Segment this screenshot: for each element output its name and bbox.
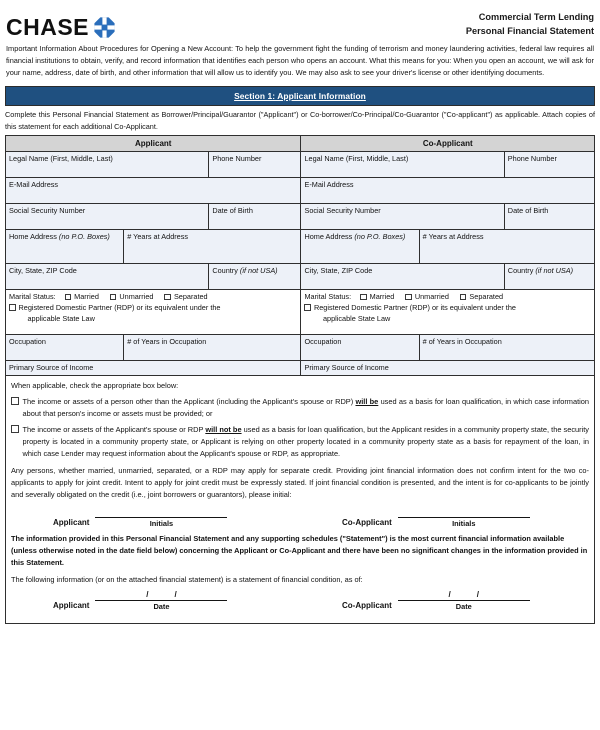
applicant-country-field[interactable]: Country (if not USA) [209, 264, 301, 290]
coapplicant-dob-field[interactable]: Date of Birth [504, 204, 594, 230]
coapplicant-occupation-field[interactable]: Occupation [301, 335, 419, 361]
applicant-date-slashes: / / [146, 589, 177, 599]
applicant-date-caption: Date [153, 601, 170, 611]
checkbox-icon[interactable] [405, 294, 412, 301]
chase-logo [6, 16, 115, 39]
coapplicant-years-at-address-field[interactable]: # Years at Address [419, 230, 594, 264]
coapplicant-country-field[interactable]: Country (if not USA) [504, 264, 594, 290]
chase-octagon-logo-icon [94, 17, 115, 38]
coapplicant-years-in-occupation-field[interactable]: # of Years in Occupation [419, 335, 594, 361]
applicant-phone-field[interactable]: Phone Number [209, 152, 301, 178]
coapplicant-date-group [300, 591, 589, 611]
applicant-primary-income-field[interactable]: Primary Source of Income [6, 361, 301, 376]
coapplicant-primary-income-field[interactable]: Primary Source of Income [301, 361, 595, 376]
applicant-home-address-field[interactable]: Home Address (no P.O. Boxes) [6, 230, 124, 264]
applicant-email-field[interactable]: E-Mail Address [6, 178, 301, 204]
date-row [11, 591, 589, 611]
marital-status-label: Marital Status: [9, 292, 56, 302]
coapplicant-home-address-field[interactable]: Home Address (no P.O. Boxes) [301, 230, 419, 264]
coapplicant-rdp-option[interactable] [304, 303, 591, 325]
applicant-married-option[interactable]: Married [65, 292, 99, 301]
section1-header-label: Section 1: Applicant Information [234, 90, 366, 101]
checkbox-icon[interactable] [65, 294, 72, 301]
checkbox-icon[interactable] [360, 294, 367, 301]
section1-bar-wrap [0, 79, 600, 106]
declaration-option-1[interactable] [11, 396, 589, 420]
applicant-initials-input[interactable] [95, 506, 227, 518]
table-row-email [6, 178, 595, 204]
coapplicant-city-state-zip-field[interactable]: City, State, ZIP Code [301, 264, 504, 290]
table-row-home-address [6, 230, 595, 264]
applicant-initials-group [11, 506, 300, 528]
table-row-ssn-dob [6, 204, 595, 230]
initials-row [11, 506, 589, 528]
applicant-ssn-field[interactable]: Social Security Number [6, 204, 209, 230]
checkbox-icon[interactable] [304, 304, 311, 311]
document-header [0, 0, 600, 40]
applicant-date-input[interactable] [95, 599, 227, 601]
applicant-legal-name-field[interactable]: Legal Name (First, Middle, Last) [6, 152, 209, 178]
declaration-option-1-text: The income or assets of a person other than the Applicant (including the Applicant's spouse or RDP) will be used as a basis for loan qualification, in which case information about that person's income or assets must be provided; or [22, 397, 589, 419]
bottom-spacer [11, 611, 589, 619]
checkbox-icon[interactable] [11, 425, 19, 433]
applicant-marital-options [9, 292, 297, 303]
coapplicant-initials-group [300, 506, 589, 528]
checkbox-icon[interactable] [9, 304, 16, 311]
coapplicant-date-label: Co-Applicant [342, 600, 392, 610]
document-title [466, 8, 594, 39]
applicant-dob-field[interactable]: Date of Birth [209, 204, 301, 230]
coapplicant-initials-input[interactable] [398, 506, 530, 518]
declarations-block [5, 376, 595, 624]
intro-paragraph: Important Information About Procedures for Opening a New Account: To help the government fight the funding of terrorism and money laundering activities, federal law requires all financial institutions to obtain, verify, and record information that identifies each person who opens an account. What this means for you: When you open an account, we will ask for your name, address, date of birth, and other information that will allow us to identify you. We may also ask to see your driver's license or other identifying documents. [6, 44, 594, 77]
table-row-marital-status [6, 290, 595, 335]
applicant-years-in-occupation-field[interactable]: # of Years in Occupation [124, 335, 301, 361]
table-row-name-phone [6, 152, 595, 178]
applicant-initials-caption: Initials [149, 519, 174, 529]
applicant-marital-status-cell [6, 290, 301, 335]
applicant-city-state-zip-field[interactable]: City, State, ZIP Code [6, 264, 209, 290]
applicant-information-table [5, 135, 595, 376]
applicant-date-label: Applicant [53, 600, 90, 610]
coapplicant-email-field[interactable]: E-Mail Address [301, 178, 595, 204]
checkbox-icon[interactable] [11, 397, 19, 405]
applicant-separated-option[interactable]: Separated [164, 292, 207, 301]
coapplicant-marital-status-cell [301, 290, 595, 335]
declaration-option-2-text: The income or assets of the Applicant's spouse or RDP will not be used as a basis for loan qualification, but the Applicant resides in a community property state, the security property is located in a community property state, or Applicant is relying on other property located in a community property state as a basis for repayment of the loan, in which case Lender may request information about the Applicant's spouse or RDP, as appropriate. [22, 425, 589, 459]
applicant-column-header: Applicant [6, 136, 301, 152]
table-header-row [6, 136, 595, 152]
coapplicant-phone-field[interactable]: Phone Number [504, 152, 594, 178]
coapplicant-column-header: Co-Applicant [301, 136, 595, 152]
applicant-years-at-address-field[interactable]: # Years at Address [124, 230, 301, 264]
declarations-lead: When applicable, check the appropriate box below: [11, 381, 179, 391]
coapplicant-ssn-field[interactable]: Social Security Number [301, 204, 504, 230]
coapplicant-unmarried-option[interactable]: Unmarried [405, 292, 449, 301]
declaration-option-2[interactable] [11, 424, 589, 460]
table-row-occupation [6, 335, 595, 361]
coapplicant-date-caption: Date [455, 601, 472, 611]
coapplicant-married-option[interactable]: Married [360, 292, 394, 301]
applicant-initials-label: Applicant [53, 518, 90, 528]
applicant-date-group [11, 591, 300, 611]
asof-paragraph: The following information (or on the attached financial statement) is a statement of financial condition, as of: [11, 574, 363, 584]
coapplicant-date-slashes: / / [448, 589, 480, 599]
coapplicant-initials-label: Co-Applicant [342, 518, 392, 528]
joint-credit-paragraph: Any persons, whether married, unmarried, separated, or a RDP may apply for separate credit. Providing joint financial information does not confirm intent for the two co-applicants to apply for joint credit. Intent to apply for joint credit must be expressly stated. If joint financial condition is presented, and the intent is for co-applicants to be jointly and severally obligated on the credit (i.e., joint borrowers or guarantors), please initial: [11, 466, 589, 500]
applicant-occupation-field[interactable]: Occupation [6, 335, 124, 361]
brand-wordmark: CHASE [6, 14, 90, 40]
section1-header-bar [5, 86, 595, 106]
applicant-rdp-text: Registered Domestic Partner (RDP) or its equivalent under the applicable State Law [18, 303, 221, 324]
coapplicant-date-input[interactable] [398, 599, 530, 601]
document-title-line2: Personal Financial Statement [465, 26, 594, 37]
coapplicant-legal-name-field[interactable]: Legal Name (First, Middle, Last) [301, 152, 504, 178]
coapplicant-rdp-text: Registered Domestic Partner (RDP) or its equivalent under the applicable State Law [313, 303, 516, 324]
applicant-rdp-option[interactable] [9, 303, 297, 325]
checkbox-icon[interactable] [164, 294, 171, 301]
section1-instructions: Complete this Personal Financial Statement as Borrower/Principal/Guarantor ("Applicant") or Co-borrower/Co-Principal/Co-Guarantor ("Co-applicant") as applicable. Attach copies of this statement for each additional Co-Applicant. [5, 109, 595, 131]
checkbox-icon[interactable] [110, 294, 117, 301]
coapplicant-initials-caption: Initials [452, 519, 476, 529]
coapplicant-separated-option[interactable]: Separated [460, 292, 503, 301]
marital-status-label: Marital Status: [304, 292, 352, 302]
applicant-unmarried-option[interactable]: Unmarried [110, 292, 154, 301]
table-row-city-country [6, 264, 595, 290]
statement-certification-paragraph: The information provided in this Personal Financial Statement and any supporting schedules ("Statement") is the most current financial information available (unless otherwise noted in the date field below) concerning the Applicant or Co-Applicant and there have been no significant changes in the information provided in this Statement. [11, 534, 588, 567]
checkbox-icon[interactable] [460, 294, 467, 301]
coapplicant-marital-options [304, 292, 591, 303]
document-title-line1: Commercial Term Lending [478, 12, 594, 22]
table-row-primary-income [6, 361, 595, 376]
